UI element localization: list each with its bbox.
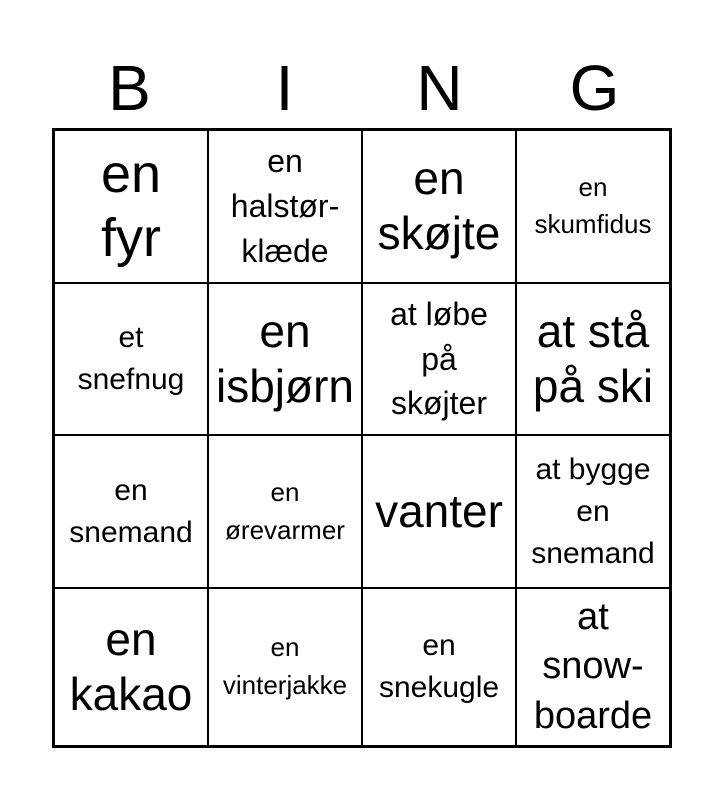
bingo-cell[interactable]: en ørevarmer	[208, 435, 362, 588]
bingo-cell[interactable]: en skøjte	[362, 130, 516, 283]
bingo-cell[interactable]: en kakao	[54, 588, 208, 746]
bingo-cell[interactable]: en isbjørn	[208, 283, 362, 436]
bingo-cell[interactable]: at bygge en snemand	[516, 435, 670, 588]
bingo-cell[interactable]: en halstør- klæde	[208, 130, 362, 283]
bingo-cell[interactable]: en vinterjakke	[208, 588, 362, 746]
bingo-grid	[52, 128, 672, 748]
bingo-cell[interactable]: vanter	[362, 435, 516, 588]
bingo-cell[interactable]: at stå på ski	[516, 283, 670, 436]
bingo-cell[interactable]: at snow- boarde	[516, 588, 670, 746]
bingo-header	[52, 48, 672, 128]
bingo-cell[interactable]: et snefnug	[54, 283, 208, 436]
header-letter-g: G	[569, 52, 620, 124]
header-letter-i: I	[275, 52, 294, 124]
bingo-cell[interactable]: en fyr	[54, 130, 208, 283]
header-letter-n: N	[416, 52, 463, 124]
bingo-cell[interactable]: en snemand	[54, 435, 208, 588]
header-letter-b: B	[108, 52, 151, 124]
bingo-cell[interactable]: en snekugle	[362, 588, 516, 746]
bingo-cell[interactable]: en skumfidus	[516, 130, 670, 283]
bingo-cell[interactable]: at løbe på skøjter	[362, 283, 516, 436]
